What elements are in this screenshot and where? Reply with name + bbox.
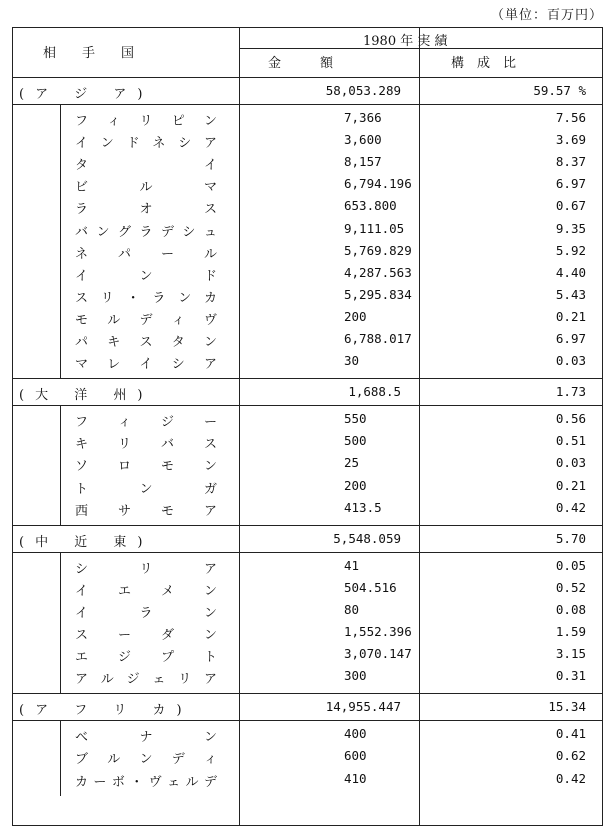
country-name: イ ン ド xyxy=(75,268,217,284)
country-ratio: 0.56 xyxy=(555,411,586,427)
country-ratio: 7.56 xyxy=(555,110,586,125)
indent-line xyxy=(60,405,61,525)
country-name: イ エ メ ン xyxy=(75,583,217,599)
country-amount: 550 xyxy=(344,411,367,427)
country-ratio: 0.62 xyxy=(555,748,586,764)
country-name: ビ ル マ xyxy=(75,180,217,196)
country-name: モ ル デ ィ ヴ xyxy=(75,312,217,328)
header-country: 相 手 国 xyxy=(43,46,135,61)
country-name: ラ オ ス xyxy=(75,202,217,218)
country-amount: 3,600 xyxy=(344,132,382,148)
country-name: ス リ ・ ラ ン カ xyxy=(75,290,217,306)
country-amount: 3,070.147 xyxy=(344,646,412,662)
country-ratio: 3.69 xyxy=(555,132,586,148)
country-ratio: 0.42 xyxy=(555,499,586,515)
region-ratio: 5.70 xyxy=(555,530,586,546)
country-amount: 413.5 xyxy=(344,499,382,515)
region-amount: 58,053.289 xyxy=(325,83,401,98)
country-name: 西 サ モ ア xyxy=(75,503,217,519)
region-amount: 1,688.5 xyxy=(348,384,401,400)
country-amount: 5,769.829 xyxy=(344,242,412,258)
country-amount: 400 xyxy=(344,726,367,742)
country-name: バ ン グ ラ デ シ ュ xyxy=(75,224,217,240)
country-amount: 1,552.396 xyxy=(344,624,412,639)
country-ratio: 0.03 xyxy=(555,455,586,471)
country-amount: 600 xyxy=(344,748,367,764)
country-amount: 41 xyxy=(344,557,360,573)
country-amount: 4,287.563 xyxy=(344,264,412,280)
header-year: 1980 年 実 績 xyxy=(363,34,448,49)
region-name: (中 近 東) xyxy=(19,534,154,550)
country-name: タ イ xyxy=(75,158,217,174)
region-ratio: 15.34 xyxy=(548,699,586,715)
country-amount: 8,157 xyxy=(344,154,382,170)
indent-line xyxy=(60,720,61,795)
country-amount: 504.516 xyxy=(344,579,397,595)
unit-label: （単位：百万円） xyxy=(490,8,603,23)
country-ratio: 3.15 xyxy=(555,646,586,662)
country-amount: 500 xyxy=(344,433,367,449)
column-divider xyxy=(419,28,420,825)
section-divider xyxy=(13,378,602,379)
country-amount: 5,295.834 xyxy=(344,286,412,302)
country-ratio: 0.03 xyxy=(555,353,586,369)
country-ratio: 6.97 xyxy=(555,331,586,346)
country-amount: 200 xyxy=(344,477,367,493)
country-name: キ リ バ ス xyxy=(75,437,217,453)
trade-table xyxy=(12,27,603,826)
region-ratio: 1.73 xyxy=(555,384,586,400)
country-name: ス ー ダ ン xyxy=(75,628,217,643)
country-name: イ ラ ン xyxy=(75,605,217,621)
country-amount: 410 xyxy=(344,770,367,786)
indent-line xyxy=(60,104,61,378)
region-name: (ア フ リ カ) xyxy=(19,703,193,719)
country-amount: 200 xyxy=(344,308,367,324)
country-amount: 25 xyxy=(344,455,360,471)
country-name: ト ン ガ xyxy=(75,481,217,497)
country-name: フ ィ リ ピ ン xyxy=(75,114,217,129)
country-name: カ ー ボ ・ ヴ ェ ル デ xyxy=(75,774,217,790)
country-amount: 30 xyxy=(344,353,360,369)
country-amount: 9,111.05 xyxy=(344,220,405,236)
country-ratio: 5.43 xyxy=(555,286,586,302)
country-ratio: 0.08 xyxy=(555,601,586,617)
country-ratio: 4.40 xyxy=(555,264,586,280)
header-ratio: 構 成 比 xyxy=(451,56,517,71)
country-amount: 6,788.017 xyxy=(344,331,412,346)
country-ratio: 0.31 xyxy=(555,668,586,684)
region-name: (ア ジ ア) xyxy=(19,87,154,102)
country-ratio: 0.41 xyxy=(555,726,586,742)
country-ratio: 0.52 xyxy=(555,579,586,595)
country-ratio: 0.05 xyxy=(555,557,586,573)
country-name: ベ ナ ン xyxy=(75,730,217,746)
country-name: イ ン ド ネ シ ア xyxy=(75,136,217,152)
country-name: ソ ロ モ ン xyxy=(75,459,217,475)
section-header-line xyxy=(13,405,602,406)
region-ratio: 59.57 % xyxy=(533,83,586,98)
header-amount: 金 額 xyxy=(268,56,334,71)
column-divider xyxy=(239,28,240,825)
country-name: パ キ ス タ ン xyxy=(75,335,217,350)
country-ratio: 8.37 xyxy=(555,154,586,170)
country-name: ネ パ ー ル xyxy=(75,246,217,262)
country-name: ア ル ジ ェ リ ア xyxy=(75,672,217,688)
country-amount: 7,366 xyxy=(344,110,382,125)
country-ratio: 5.92 xyxy=(555,242,586,258)
section-header-line xyxy=(13,720,602,721)
header-divider xyxy=(239,48,602,49)
country-amount: 653.800 xyxy=(344,198,397,214)
country-ratio: 1.59 xyxy=(555,624,586,639)
country-amount: 80 xyxy=(344,601,360,617)
region-name: (大 洋 州) xyxy=(19,388,154,404)
section-divider xyxy=(13,693,602,694)
section-header-line xyxy=(13,552,602,553)
country-name: ブ ル ン デ ィ xyxy=(75,752,217,768)
country-ratio: 0.42 xyxy=(555,770,586,786)
country-name: エ ジ プ ト xyxy=(75,650,217,666)
country-amount: 300 xyxy=(344,668,367,684)
region-amount: 14,955.447 xyxy=(325,699,401,715)
country-ratio: 6.97 xyxy=(555,176,586,192)
indent-line xyxy=(60,552,61,694)
region-amount: 5,548.059 xyxy=(333,530,401,546)
section-divider xyxy=(13,525,602,526)
country-name: シ リ ア xyxy=(75,561,217,577)
header-bottom-line xyxy=(13,77,602,78)
country-ratio: 0.21 xyxy=(555,308,586,324)
country-ratio: 9.35 xyxy=(555,220,586,236)
country-ratio: 0.67 xyxy=(555,198,586,214)
section-header-line xyxy=(13,104,602,105)
country-ratio: 0.21 xyxy=(555,477,586,493)
country-name: マ レ イ シ ア xyxy=(75,357,217,373)
country-name: フ ィ ジ ー xyxy=(75,415,217,431)
country-ratio: 0.51 xyxy=(555,433,586,449)
country-amount: 6,794.196 xyxy=(344,176,412,192)
